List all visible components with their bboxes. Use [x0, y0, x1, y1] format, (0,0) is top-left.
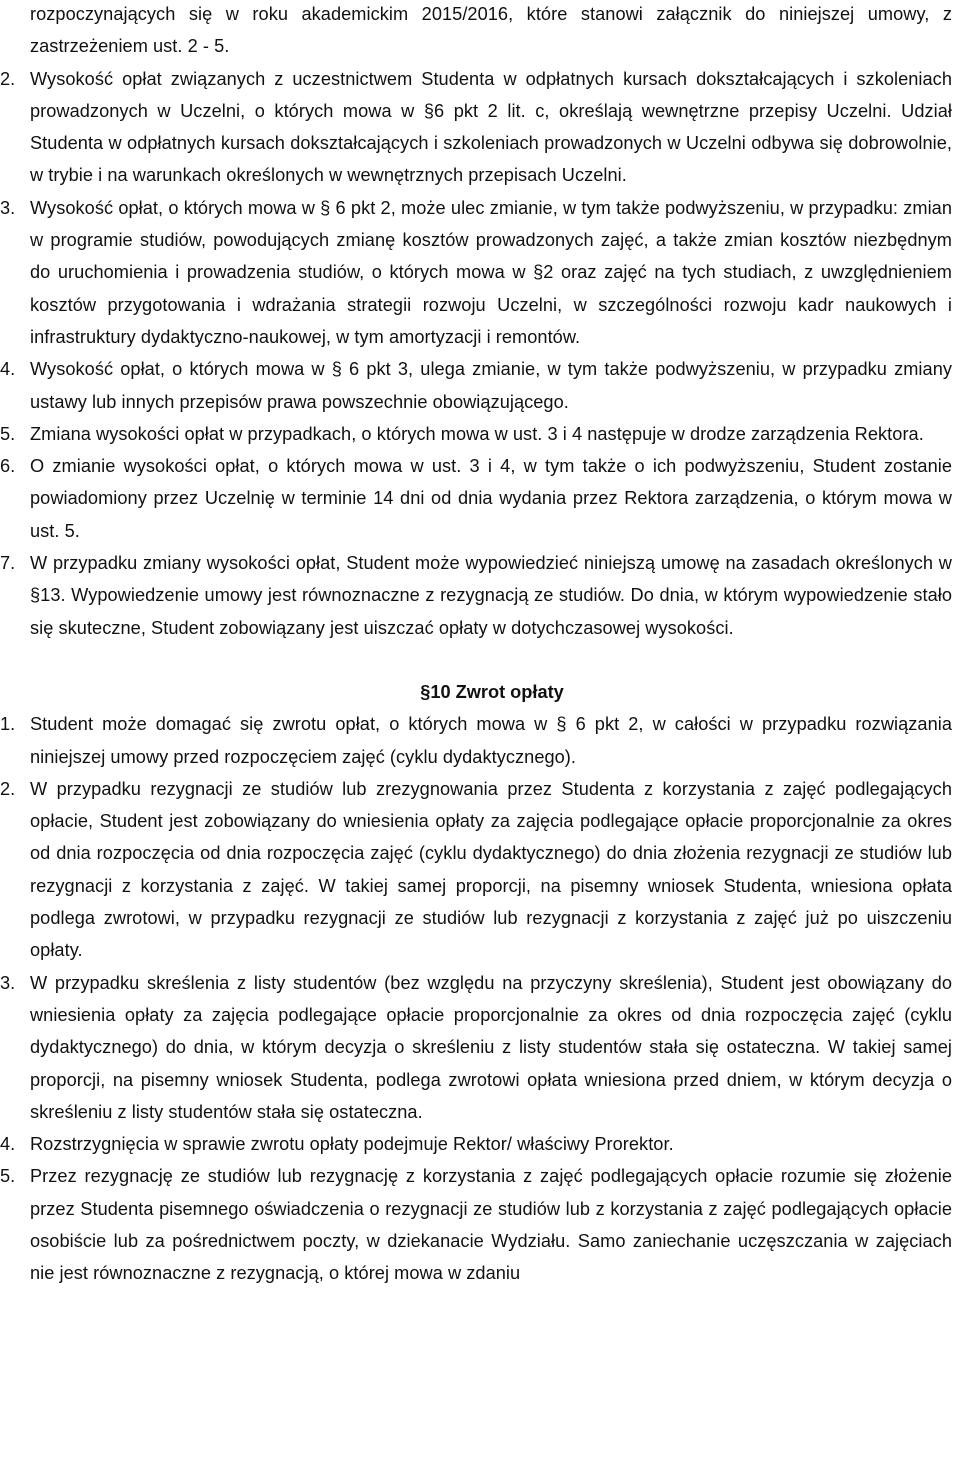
list-item: [0, 192, 952, 353]
item-text: W przypadku rezygnacji ze studiów lub zrezygnowania przez Studenta z korzystania z zajęć podlegających opłacie, Student jest zobowiązany do wniesienia opłaty za zajęcia podlegające opłacie proporcjonalnie za okres od dnia rozpoczęcia od dnia rozpoczęcia zajęć (cyklu dydaktycznego) do dnia złożenia rezygnacji ze studiów lub rezygnacji z korzystania z zajęć. W takiej samej proporcji, na pisemny wniosek Studenta, wniesiona opłata podlega zwrotowi, w przypadku rezygnacji ze studiów lub rezygnacji z korzystania z zajęć już po uiszczeniu opłaty.: [30, 778, 952, 961]
item-text: Wysokość opłat, o których mowa w § 6 pkt 3, ulega zmianie, w tym także podwyższeniu, w przypadku zmiany ustawy lub innych przepisów prawa powszechnie obowiązującego.: [30, 359, 952, 412]
item-number: 3.: [0, 197, 16, 218]
item-text: Wysokość opłat związanych z uczestnictwem Studenta w odpłatnych kursach dokształcających i szkoleniach prowadzonych w Uczelni, o których mowa w §6 pkt 2 lit. c, określają wewnętrzne przepisy Uczelni. Udział Studenta w odpłatnych kursach dokształcających i szkoleniach prowadzonych w Uczelni odbywa się dobrowolnie, w trybie i na warunkach określonych w wewnętrznych przepisach Uczelni.: [30, 68, 952, 186]
list-item: [0, 418, 952, 450]
list-item: [0, 967, 952, 1128]
item-number: 4.: [0, 1134, 16, 1155]
list-item: [0, 547, 952, 644]
list-item: [0, 1160, 952, 1289]
item-number: 4.: [0, 359, 16, 380]
item-text: Zmiana wysokości opłat w przypadkach, o których mowa w ust. 3 i 4 następuje w drodze zarządzenia Rektora.: [30, 423, 924, 444]
item-text: W przypadku skreślenia z listy studentów (bez względu na przyczyny skreślenia), Student jest obowiązany do wniesienia opłaty za zajęcia podlegające opłacie proporcjonalnie za okres od dnia rozpoczęcia zajęć (cyklu dydaktycznego) do dnia, w którym decyzja o skreśleniu z listy studentów stała się ostateczna. W takiej samej proporcji, na pisemny wniosek Studenta, podlega zwrotowi opłata wniesiona przed dniem, w którym decyzja o skreśleniu z listy studentów stała się ostateczna.: [30, 972, 952, 1122]
continuation-paragraph: rozpoczynających się w roku akademickim 2015/2016, które stanowi załącznik do niniejszej umowy, z zastrzeżeniem ust. 2 - 5.: [30, 4, 952, 57]
section-heading: §10 Zwrot opłaty: [420, 681, 564, 702]
section-10-list: [0, 708, 952, 1289]
list-item: [0, 450, 952, 547]
item-text: Student może domagać się zwrotu opłat, o których mowa w § 6 pkt 2, w całości w przypadku rozwiązania niniejszej umowy przed rozpoczęciem zajęć (cyklu dydaktycznego).: [30, 714, 952, 767]
list-item: [0, 773, 952, 967]
item-number: 7.: [0, 553, 16, 574]
item-text: Wysokość opłat, o których mowa w § 6 pkt 2, może ulec zmianie, w tym także podwyższeniu, w przypadku: zmian w programie studiów, powodujących zmianę kosztów prowadzonych zajęć, a także zmian kosztów niezbędnym do uruchomienia i prowadzenia studiów, o których mowa w §2 oraz zajęć na tych studiach, z uwzględnieniem kosztów przygotowania i wdrażania strategii rozwoju Uczelni, w szczególności rozwoju kadr naukowych i infrastruktury dydaktyczno-naukowej, w tym amortyzacji i remontów.: [30, 197, 952, 347]
item-text: W przypadku zmiany wysokości opłat, Student może wypowiedzieć niniejszą umowę na zasadach określonych w §13. Wypowiedzenie umowy jest równoznaczne z rezygnacją ze studiów. Do dnia, w którym wypowiedzenie stało się skuteczne, Student zobowiązany jest uiszczać opłaty w dotychczasowej wysokości.: [30, 553, 952, 638]
list-item: [0, 353, 952, 418]
item-number: 6.: [0, 456, 16, 477]
item-number: 5.: [0, 1166, 16, 1187]
item-number: 2.: [0, 778, 16, 799]
section-spacer: [30, 644, 952, 676]
item-number: 1.: [0, 714, 16, 735]
item-text: Rozstrzygnięcia w sprawie zwrotu opłaty podejmuje Rektor/ właściwy Prorektor.: [30, 1134, 674, 1155]
item-text: Przez rezygnację ze studiów lub rezygnację z korzystania z zajęć podlegających opłacie rozumie się złożenie przez Studenta pisemnego oświadczenia o rezygnacji ze studiów lub z korzystania z zajęć podlegających opłacie osobiście lub za pośrednictwem poczty, w dziekanacie Wydziału. Samo zaniechanie uczęszczania w zajęciach nie jest równoznaczne z rezygnacją, o której mowa w zdaniu: [30, 1166, 952, 1284]
item-number: 2.: [0, 68, 16, 89]
item-number: 3.: [0, 972, 16, 993]
item-number: 5.: [0, 423, 16, 444]
item-text: O zmianie wysokości opłat, o których mowa w ust. 3 i 4, w tym także o ich podwyższeniu, Student zostanie powiadomiony przez Uczelnię w terminie 14 dni od dnia wydania przez Rektora zarządzenia, o którym mowa w ust. 5.: [30, 456, 952, 541]
section-9-list: [0, 63, 952, 644]
list-item: [0, 1128, 952, 1160]
list-item: [0, 63, 952, 192]
list-item: [0, 708, 952, 773]
